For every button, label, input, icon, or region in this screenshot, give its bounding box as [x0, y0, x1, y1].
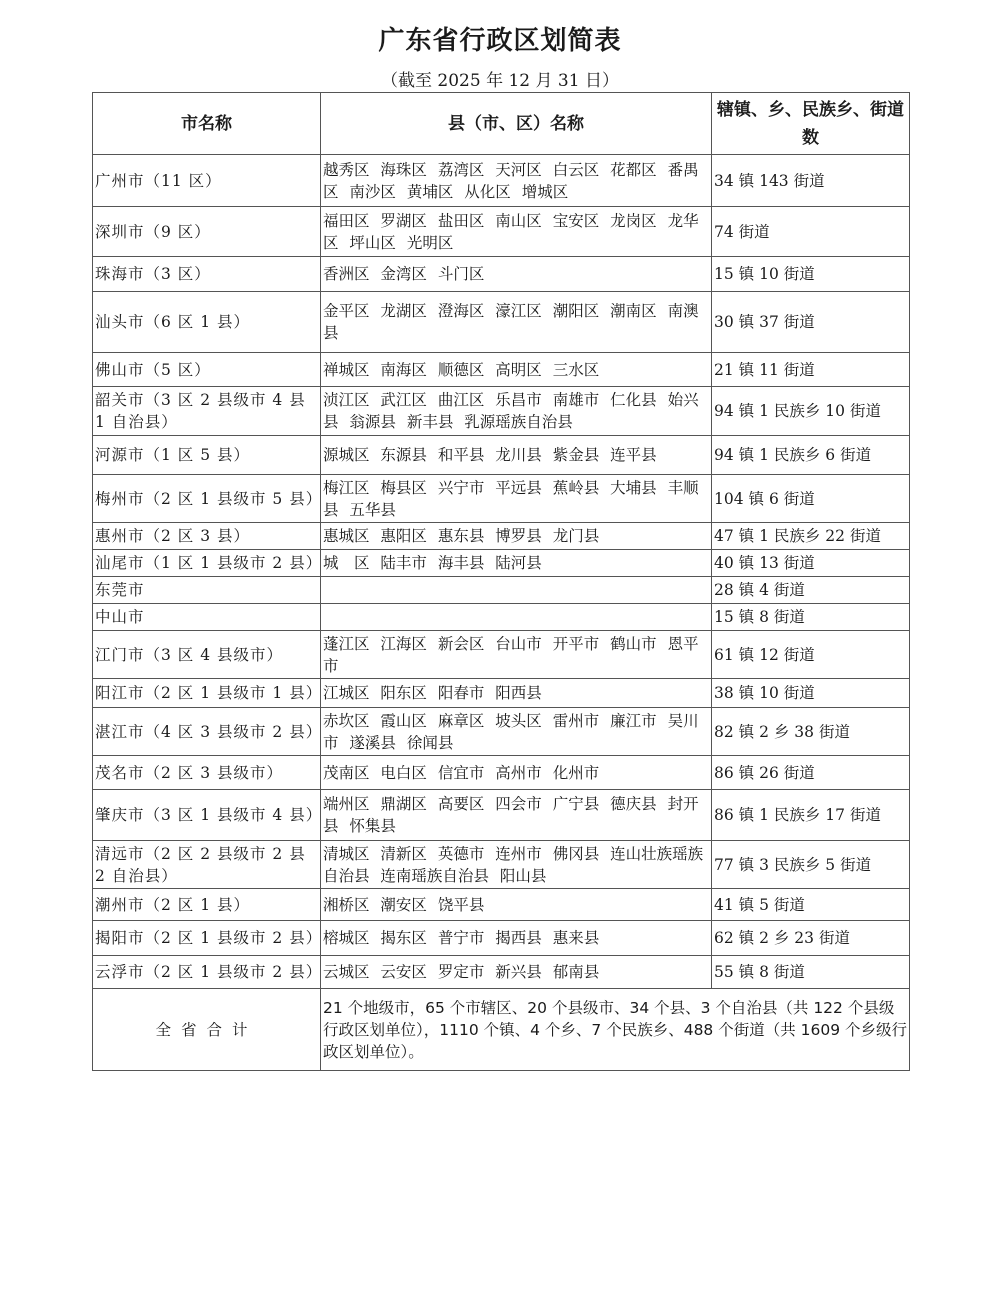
count-cell: 86 镇 1 民族乡 17 街道 [712, 790, 910, 841]
city-cell: 深圳市（9 区） [93, 207, 321, 257]
districts-cell: 云城区 云安区 罗定市 新兴县 郁南县 [321, 956, 712, 989]
city-cell: 韶关市（3 区 2 县级市 4 县 1 自治县） [93, 387, 321, 436]
count-cell: 34 镇 143 街道 [712, 155, 910, 207]
document-subtitle: （截至 2025 年 12 月 31 日） [381, 71, 619, 91]
count-cell: 74 街道 [712, 207, 910, 257]
count-cell: 61 镇 12 街道 [712, 631, 910, 679]
table-row [93, 756, 910, 790]
city-cell: 清远市（2 区 2 县级市 2 县 2 自治县） [93, 841, 321, 889]
city-cell: 汕尾市（1 区 1 县级市 2 县） [93, 550, 321, 577]
table-row [93, 257, 910, 292]
table-row [93, 631, 910, 679]
count-cell: 86 镇 26 街道 [712, 756, 910, 790]
division-table [92, 92, 910, 1071]
header-districts: 县（市、区）名称 [321, 93, 712, 155]
total-text: 21 个地级市，65 个市辖区、20 个县级市、34 个县、3 个自治县（共 122 个县级行政区划单位），1110 个镇、4 个乡、7 个民族乡、488 个街道（共 1609 个乡级行政区划单位）。 [321, 989, 910, 1071]
table-row [93, 708, 910, 756]
city-cell: 湛江市（4 区 3 县级市 2 县） [93, 708, 321, 756]
table-row [93, 550, 910, 577]
count-cell: 38 镇 10 街道 [712, 679, 910, 708]
districts-cell: 梅江区 梅县区 兴宁市 平远县 蕉岭县 大埔县 丰顺县 五华县 [321, 475, 712, 523]
count-cell: 94 镇 1 民族乡 6 街道 [712, 436, 910, 475]
city-cell: 梅州市（2 区 1 县级市 5 县） [93, 475, 321, 523]
city-cell: 江门市（3 区 4 县级市） [93, 631, 321, 679]
city-cell: 阳江市（2 区 1 县级市 1 县） [93, 679, 321, 708]
count-cell: 15 镇 8 街道 [712, 604, 910, 631]
table-row [93, 577, 910, 604]
districts-cell [321, 577, 712, 604]
districts-cell: 福田区 罗湖区 盐田区 南山区 宝安区 龙岗区 龙华区 坪山区 光明区 [321, 207, 712, 257]
table-row [93, 523, 910, 550]
districts-cell: 端州区 鼎湖区 高要区 四会市 广宁县 德庆县 封开县 怀集县 [321, 790, 712, 841]
count-cell: 15 镇 10 街道 [712, 257, 910, 292]
city-cell: 广州市（11 区） [93, 155, 321, 207]
table-row [93, 436, 910, 475]
count-cell: 55 镇 8 街道 [712, 956, 910, 989]
count-cell: 41 镇 5 街道 [712, 889, 910, 921]
table-row [93, 956, 910, 989]
count-cell: 94 镇 1 民族乡 10 街道 [712, 387, 910, 436]
table-row [93, 207, 910, 257]
count-cell: 30 镇 37 街道 [712, 292, 910, 353]
districts-cell: 越秀区 海珠区 荔湾区 天河区 白云区 花都区 番禺区 南沙区 黄埔区 从化区 增城区 [321, 155, 712, 207]
city-cell: 汕头市（6 区 1 县） [93, 292, 321, 353]
districts-cell: 赤坎区 霞山区 麻章区 坡头区 雷州市 廉江市 吴川市 遂溪县 徐闻县 [321, 708, 712, 756]
table-row [93, 387, 910, 436]
districts-cell: 蓬江区 江海区 新会区 台山市 开平市 鹤山市 恩平市 [321, 631, 712, 679]
city-cell: 揭阳市（2 区 1 县级市 2 县） [93, 921, 321, 956]
city-cell: 河源市（1 区 5 县） [93, 436, 321, 475]
city-cell: 珠海市（3 区） [93, 257, 321, 292]
table-row [93, 604, 910, 631]
city-cell: 东莞市 [93, 577, 321, 604]
table-row [93, 921, 910, 956]
table-row [93, 292, 910, 353]
city-cell: 佛山市（5 区） [93, 353, 321, 387]
table-row [93, 353, 910, 387]
city-cell: 云浮市（2 区 1 县级市 2 县） [93, 956, 321, 989]
table-row [93, 841, 910, 889]
city-cell: 中山市 [93, 604, 321, 631]
total-label: 全省合计 [93, 989, 321, 1071]
districts-cell: 茂南区 电白区 信宜市 高州市 化州市 [321, 756, 712, 790]
city-cell: 肇庆市（3 区 1 县级市 4 县） [93, 790, 321, 841]
districts-cell: 浈江区 武江区 曲江区 乐昌市 南雄市 仁化县 始兴县 翁源县 新丰县 乳源瑶族自治县 [321, 387, 712, 436]
count-cell: 47 镇 1 民族乡 22 街道 [712, 523, 910, 550]
table-header-row [93, 93, 910, 155]
table-row [93, 475, 910, 523]
document-title: 广东省行政区划简表 [378, 26, 622, 56]
districts-cell: 惠城区 惠阳区 惠东县 博罗县 龙门县 [321, 523, 712, 550]
table-row [93, 155, 910, 207]
districts-cell: 清城区 清新区 英德市 连州市 佛冈县 连山壮族瑶族自治县 连南瑶族自治县 阳山县 [321, 841, 712, 889]
table-body [93, 155, 910, 989]
count-cell: 82 镇 2 乡 38 街道 [712, 708, 910, 756]
districts-cell: 榕城区 揭东区 普宁市 揭西县 惠来县 [321, 921, 712, 956]
table-row [93, 889, 910, 921]
city-cell: 潮州市（2 区 1 县） [93, 889, 321, 921]
total-row [93, 989, 910, 1071]
table-row [93, 790, 910, 841]
count-cell: 28 镇 4 街道 [712, 577, 910, 604]
districts-cell: 金平区 龙湖区 澄海区 濠江区 潮阳区 潮南区 南澳县 [321, 292, 712, 353]
districts-cell: 禅城区 南海区 顺德区 高明区 三水区 [321, 353, 712, 387]
districts-cell: 江城区 阳东区 阳春市 阳西县 [321, 679, 712, 708]
header-count: 辖镇、乡、民族乡、街道数 [712, 93, 910, 155]
count-cell: 21 镇 11 街道 [712, 353, 910, 387]
count-cell: 62 镇 2 乡 23 街道 [712, 921, 910, 956]
districts-cell: 香洲区 金湾区 斗门区 [321, 257, 712, 292]
count-cell: 77 镇 3 民族乡 5 街道 [712, 841, 910, 889]
districts-cell: 湘桥区 潮安区 饶平县 [321, 889, 712, 921]
city-cell: 惠州市（2 区 3 县） [93, 523, 321, 550]
header-city: 市名称 [93, 93, 321, 155]
districts-cell: 城 区 陆丰市 海丰县 陆河县 [321, 550, 712, 577]
table-row [93, 679, 910, 708]
count-cell: 104 镇 6 街道 [712, 475, 910, 523]
count-cell: 40 镇 13 街道 [712, 550, 910, 577]
districts-cell: 源城区 东源县 和平县 龙川县 紫金县 连平县 [321, 436, 712, 475]
city-cell: 茂名市（2 区 3 县级市） [93, 756, 321, 790]
districts-cell [321, 604, 712, 631]
